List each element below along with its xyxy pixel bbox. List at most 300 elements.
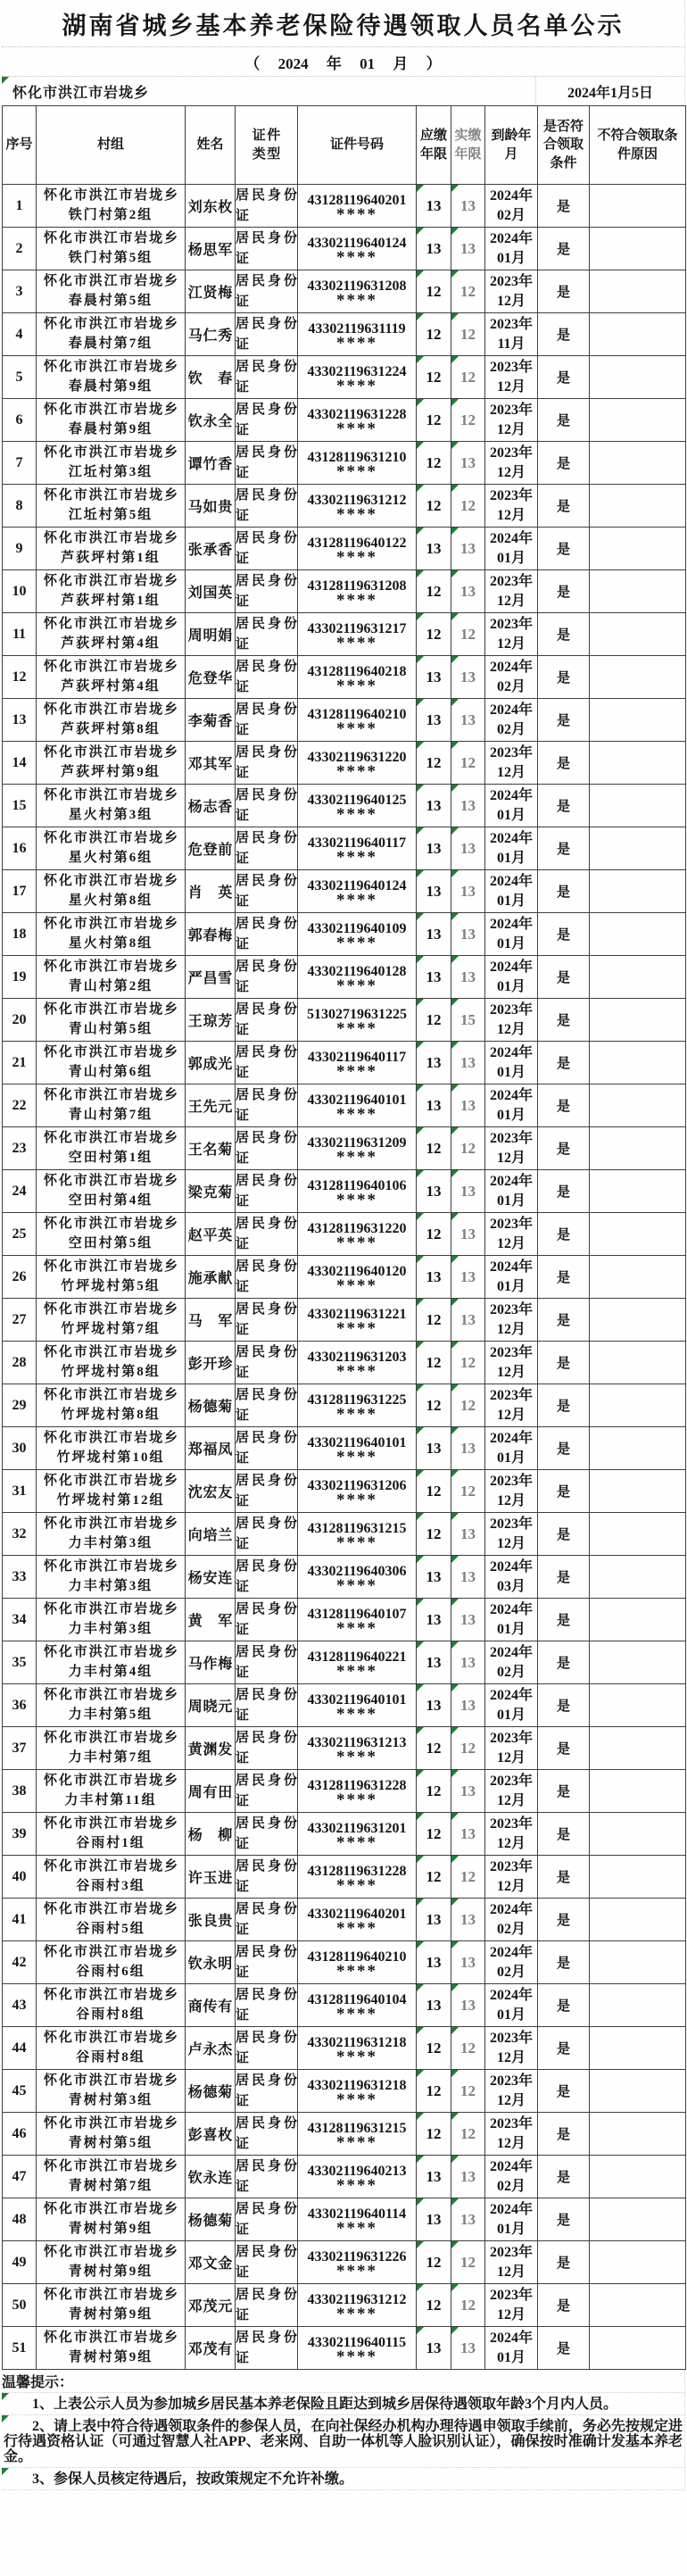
id-digits: 43302119640124 <box>307 235 407 251</box>
reach-year: 2023年 <box>489 1344 533 1360</box>
cell-reach-month <box>485 2198 538 2241</box>
cell-name: 杨志香 <box>186 785 236 827</box>
note-2: 2、请上表中符合待遇领取条件的参保人员，在向社保经办机构办理待遇申领取手续前，务必先按规定进行待遇资格认证（可通过智慧人社APP、老来网、自助一体机等人脸识别认证），确保按时准确计发基本养老金。 <box>2 2415 685 2468</box>
cell-village <box>37 1856 186 1899</box>
cell-eligible: 是 <box>538 656 590 699</box>
cell-cert-type: 居民身份证 <box>236 2027 298 2070</box>
table-row <box>3 656 686 699</box>
id-mask: **** <box>336 1018 377 1038</box>
cell-reason <box>590 356 686 399</box>
cell-name: 杨德菊 <box>186 2198 236 2241</box>
cell-village <box>37 2156 186 2198</box>
reach-year: 2023年 <box>489 2030 533 2046</box>
reach-month: 12月 <box>496 1321 526 1337</box>
village-group: 青树村第9组 <box>68 2349 153 2364</box>
cell-reason <box>590 613 686 656</box>
cell-village <box>37 656 186 699</box>
cell-seq: 34 <box>3 1599 37 1641</box>
reach-year: 2023年 <box>489 1001 533 1018</box>
excel-flag-icon <box>451 827 459 835</box>
cell-seq: 21 <box>3 1042 37 1084</box>
cell-cert-type: 居民身份证 <box>236 1599 298 1641</box>
excel-flag-icon <box>451 528 459 535</box>
cell-reason <box>590 1213 686 1256</box>
cell-reach-month <box>485 270 538 313</box>
village-prefix: 怀化市洪江市岩垅乡 <box>44 1773 178 1788</box>
cell-seq: 30 <box>3 1427 37 1470</box>
cell-village <box>37 2241 186 2284</box>
cell-seq: 37 <box>3 1727 37 1770</box>
cell-name: 张良贵 <box>186 1899 236 1941</box>
reach-year: 2023年 <box>489 573 533 589</box>
id-mask: **** <box>336 2047 377 2066</box>
cell-village <box>37 1984 186 2027</box>
village-group: 星火村第8组 <box>68 893 153 908</box>
cell-id-number <box>298 870 417 913</box>
excel-flag-icon <box>451 2284 459 2291</box>
excel-flag-icon <box>451 270 459 278</box>
cell-seq: 9 <box>3 528 37 570</box>
cell-reach-month <box>485 2156 538 2198</box>
table-row <box>3 399 686 442</box>
table-row <box>3 313 686 356</box>
cell-village <box>37 913 186 956</box>
table-row <box>3 956 686 999</box>
reach-month: 12月 <box>496 1407 526 1423</box>
reach-year: 2023年 <box>489 1301 533 1317</box>
id-mask: **** <box>336 976 377 995</box>
cell-eligible: 是 <box>538 1727 590 1770</box>
reach-month: 12月 <box>496 593 526 609</box>
reach-month: 12月 <box>496 2264 526 2280</box>
reach-month: 12月 <box>496 764 526 780</box>
excel-flag-icon <box>417 699 424 706</box>
cell-eligible: 是 <box>538 1941 590 1984</box>
excel-flag-icon <box>451 656 459 663</box>
village-prefix: 怀化市洪江市岩垅乡 <box>44 873 178 888</box>
village-group: 芦荻坪村第8组 <box>61 721 161 736</box>
village-prefix: 怀化市洪江市岩垅乡 <box>44 1601 178 1616</box>
cell-id-number <box>298 1899 417 1941</box>
village-prefix: 怀化市洪江市岩垅乡 <box>44 1173 178 1188</box>
table-row <box>3 613 686 656</box>
village-group: 芦荻坪村第1组 <box>61 550 161 565</box>
cell-seq: 3 <box>3 270 37 313</box>
cell-village <box>37 827 186 870</box>
cell-reason <box>590 1727 686 1770</box>
cell-cert-type: 居民身份证 <box>236 1384 298 1427</box>
table-row <box>3 356 686 399</box>
id-digits: 43302119631209 <box>307 1134 407 1151</box>
excel-flag-icon <box>451 1299 459 1306</box>
cell-id-number <box>298 827 417 870</box>
cell-name: 周有田 <box>186 1770 236 1813</box>
village-group: 谷雨村6组 <box>76 1964 145 1979</box>
col-header-reason: 不符合领取条件原因 <box>590 106 686 185</box>
village-prefix: 怀化市洪江市岩垅乡 <box>44 2158 178 2173</box>
cell-cert-type: 居民身份证 <box>236 1556 298 1599</box>
cell-id-number <box>298 570 417 613</box>
cell-seq: 31 <box>3 1470 37 1513</box>
cell-name: 向培兰 <box>186 1513 236 1556</box>
reach-month: 12月 <box>496 1835 526 1851</box>
cell-paid-years: 13 <box>451 570 485 613</box>
village-prefix: 怀化市洪江市岩垅乡 <box>44 702 178 717</box>
id-mask: **** <box>336 804 377 824</box>
excel-flag-icon <box>417 2241 424 2248</box>
table-row <box>3 1727 686 1770</box>
cell-due-years: 13 <box>417 699 451 742</box>
village-group: 青树村第9组 <box>68 2221 153 2236</box>
cell-reason <box>590 785 686 827</box>
reach-month: 01月 <box>496 978 526 994</box>
cell-village <box>37 870 186 913</box>
cell-eligible: 是 <box>538 2327 590 2370</box>
id-mask: **** <box>336 2175 377 2195</box>
footer-notes <box>2 2370 685 2490</box>
cell-id-number <box>298 1556 417 1599</box>
cell-due-years: 12 <box>417 570 451 613</box>
table-row <box>3 1513 686 1556</box>
reach-year: 2024年 <box>489 1430 533 1446</box>
reach-year: 2024年 <box>489 1044 533 1060</box>
cell-reason <box>590 2284 686 2327</box>
table-row <box>3 1813 686 1856</box>
village-group: 青树村第3组 <box>68 2092 153 2107</box>
cell-eligible: 是 <box>538 1127 590 1170</box>
cell-eligible: 是 <box>538 2198 590 2241</box>
cell-reach-month <box>485 1513 538 1556</box>
reach-year: 2024年 <box>489 1944 533 1960</box>
table-row <box>3 1127 686 1170</box>
id-digits: 43302119640117 <box>307 1049 407 1065</box>
cell-seq: 41 <box>3 1899 37 1941</box>
cell-reason <box>590 1299 686 1342</box>
cell-reach-month <box>485 827 538 870</box>
cell-name: 刘国英 <box>186 570 236 613</box>
cell-cert-type: 居民身份证 <box>236 1042 298 1084</box>
cell-id-number <box>298 1127 417 1170</box>
reach-month: 02月 <box>496 207 526 223</box>
cell-cert-type: 居民身份证 <box>236 1813 298 1856</box>
village-prefix: 怀化市洪江市岩垅乡 <box>44 959 178 974</box>
cell-reason <box>590 656 686 699</box>
reach-month: 02月 <box>496 1921 526 1937</box>
cell-due-years: 13 <box>417 785 451 827</box>
excel-flag-icon <box>451 742 459 749</box>
cell-reach-month <box>485 1856 538 1899</box>
cell-village <box>37 1641 186 1684</box>
cell-eligible: 是 <box>538 1556 590 1599</box>
reach-year: 2023年 <box>489 1730 533 1746</box>
table-row <box>3 270 686 313</box>
cell-reason <box>590 870 686 913</box>
excel-flag-icon <box>451 1941 459 1949</box>
cell-reach-month <box>485 785 538 827</box>
id-digits: 43302119640109 <box>307 920 407 936</box>
excel-flag-icon <box>417 999 424 1006</box>
cell-id-number <box>298 1042 417 1084</box>
village-prefix: 怀化市洪江市岩垅乡 <box>44 787 178 802</box>
excel-flag-icon <box>417 1256 424 1263</box>
cell-due-years: 13 <box>417 1256 451 1299</box>
cell-cert-type: 居民身份证 <box>236 185 298 228</box>
id-digits: 43302119631221 <box>307 1306 407 1322</box>
reach-month: 02月 <box>496 678 526 694</box>
cell-village <box>37 228 186 270</box>
cell-seq: 33 <box>3 1556 37 1599</box>
table-row <box>3 1470 686 1513</box>
reach-month: 12月 <box>496 421 526 437</box>
id-mask: **** <box>336 2132 377 2152</box>
cell-reason <box>590 827 686 870</box>
reach-year: 2024年 <box>489 1259 533 1275</box>
village-prefix: 怀化市洪江市岩垅乡 <box>44 1816 178 1831</box>
cell-cert-type: 居民身份证 <box>236 356 298 399</box>
cell-reach-month <box>485 313 538 356</box>
excel-flag-icon <box>451 1127 459 1134</box>
excel-flag-icon <box>451 1427 459 1434</box>
cell-reach-month <box>485 1599 538 1641</box>
cell-seq: 24 <box>3 1170 37 1213</box>
cell-due-years: 12 <box>417 356 451 399</box>
reach-year: 2023年 <box>489 359 533 375</box>
village-prefix: 怀化市洪江市岩垅乡 <box>44 2115 178 2131</box>
id-mask: **** <box>336 1747 377 1766</box>
cell-seq: 7 <box>3 442 37 485</box>
cell-village <box>37 1556 186 1599</box>
cell-reason <box>590 1941 686 1984</box>
cell-reason <box>590 742 686 785</box>
cell-seq: 42 <box>3 1941 37 1984</box>
reach-year: 2023年 <box>489 402 533 418</box>
reach-month: 12月 <box>496 1492 526 1508</box>
cell-paid-years: 13 <box>451 1427 485 1470</box>
excel-flag-icon <box>417 956 424 963</box>
cell-reach-month <box>485 1556 538 1599</box>
village-prefix: 怀化市洪江市岩垅乡 <box>44 1687 178 1702</box>
cell-seq: 26 <box>3 1256 37 1299</box>
village-prefix: 怀化市洪江市岩垅乡 <box>44 1087 178 1102</box>
cell-reason <box>590 2070 686 2113</box>
table-row <box>3 442 686 485</box>
cell-eligible: 是 <box>538 1513 590 1556</box>
cell-paid-years: 13 <box>451 1641 485 1684</box>
village-group: 力丰村第3组 <box>68 1578 153 1593</box>
cell-paid-years: 13 <box>451 1299 485 1342</box>
id-digits: 43302119631220 <box>307 749 407 765</box>
cell-reach-month <box>485 1256 538 1299</box>
excel-flag-icon <box>451 1042 459 1049</box>
reach-year: 2024年 <box>489 959 533 975</box>
cell-seq: 47 <box>3 2156 37 2198</box>
excel-flag-icon <box>417 742 424 749</box>
village-prefix: 怀化市洪江市岩垅乡 <box>44 1259 178 1274</box>
cell-reach-month <box>485 1084 538 1127</box>
id-digits: 43302119640101 <box>307 1092 407 1108</box>
id-digits: 43302119640117 <box>307 835 407 851</box>
cell-name: 商传有 <box>186 1984 236 2027</box>
col-header-reach-month: 到龄年月 <box>485 106 538 185</box>
col-header-paid-years: 实缴年限 <box>451 106 485 185</box>
cell-name: 许玉进 <box>186 1856 236 1899</box>
excel-flag-icon <box>451 785 459 792</box>
cell-name: 黄军 <box>186 1599 236 1641</box>
cell-name: 梁克菊 <box>186 1170 236 1213</box>
cell-name: 彭喜枚 <box>186 2113 236 2156</box>
cell-cert-type: 居民身份证 <box>236 2156 298 2198</box>
excel-flag-icon <box>417 1470 424 1477</box>
cell-reason <box>590 2241 686 2284</box>
cell-paid-years: 12 <box>451 485 485 528</box>
cell-name: 危登华 <box>186 656 236 699</box>
cell-reason <box>590 1084 686 1127</box>
id-mask: **** <box>336 461 377 481</box>
village-group: 力丰村第7组 <box>68 1749 153 1765</box>
subheader-row <box>2 77 685 105</box>
cell-reason <box>590 1170 686 1213</box>
reach-year: 2024年 <box>489 1601 533 1617</box>
village-prefix: 怀化市洪江市岩垅乡 <box>44 1387 178 1402</box>
reach-month: 11月 <box>497 336 526 352</box>
cell-eligible: 是 <box>538 1899 590 1941</box>
cell-paid-years: 13 <box>451 827 485 870</box>
cell-eligible: 是 <box>538 442 590 485</box>
village-group: 青树村第9组 <box>68 2306 153 2322</box>
reach-year: 2023年 <box>489 273 533 289</box>
cell-name: 邓其军 <box>186 742 236 785</box>
tips-title: 温馨提示： <box>2 2370 685 2393</box>
village-prefix: 怀化市洪江市岩垅乡 <box>44 744 178 760</box>
cell-reach-month <box>485 442 538 485</box>
cell-eligible: 是 <box>538 2241 590 2284</box>
table-row <box>3 185 686 228</box>
cell-id-number <box>298 1384 417 1427</box>
cell-reach-month <box>485 1984 538 2027</box>
village-group: 星火村第8组 <box>68 935 153 951</box>
id-digits: 43128119640104 <box>307 1991 407 2007</box>
excel-flag-icon <box>451 699 459 706</box>
cell-name: 钦永全 <box>186 399 236 442</box>
cell-eligible: 是 <box>538 2113 590 2156</box>
cell-eligible: 是 <box>538 1170 590 1213</box>
id-digits: 43302119631203 <box>307 1349 407 1365</box>
table-body <box>3 185 686 2370</box>
excel-flag-icon <box>2 2468 9 2475</box>
cell-reach-month <box>485 485 538 528</box>
cell-name: 施承献 <box>186 1256 236 1299</box>
cell-reach-month <box>485 185 538 228</box>
cell-seq: 29 <box>3 1384 37 1427</box>
reach-year: 2024年 <box>489 2330 533 2346</box>
reach-year: 2024年 <box>489 830 533 846</box>
cell-village <box>37 1684 186 1727</box>
cell-id-number <box>298 2241 417 2284</box>
excel-flag-icon <box>451 2070 459 2077</box>
id-mask: **** <box>336 719 377 738</box>
cell-eligible: 是 <box>538 956 590 999</box>
cell-village <box>37 1213 186 1256</box>
cell-eligible: 是 <box>538 699 590 742</box>
cell-reach-month <box>485 1641 538 1684</box>
table-row <box>3 913 686 956</box>
cell-reach-month <box>485 1770 538 1813</box>
reach-month: 12月 <box>496 507 526 523</box>
village-group: 青山村第5组 <box>68 1021 153 1036</box>
reach-year: 2024年 <box>489 1087 533 1103</box>
reach-month: 03月 <box>496 1578 526 1594</box>
reach-month: 12月 <box>496 1150 526 1166</box>
cell-cert-type: 居民身份证 <box>236 570 298 613</box>
cell-eligible: 是 <box>538 1684 590 1727</box>
cell-cert-type: 居民身份证 <box>236 699 298 742</box>
table-row <box>3 1170 686 1213</box>
cell-cert-type: 居民身份证 <box>236 999 298 1042</box>
reach-year: 2023年 <box>489 2115 533 2131</box>
cell-due-years: 12 <box>417 1384 451 1427</box>
reach-year: 2024年 <box>489 873 533 889</box>
cell-paid-years: 13 <box>451 1899 485 1941</box>
cell-reach-month <box>485 613 538 656</box>
cell-cert-type: 居民身份证 <box>236 870 298 913</box>
cell-village <box>37 1042 186 1084</box>
village-prefix: 怀化市洪江市岩垅乡 <box>44 273 178 288</box>
reach-month: 12月 <box>496 2049 526 2065</box>
id-digits: 43128119631228 <box>307 1777 407 1793</box>
cell-village <box>37 313 186 356</box>
cell-cert-type: 居民身份证 <box>236 827 298 870</box>
village-group: 春晨村第5组 <box>68 293 153 308</box>
cell-name: 严昌雪 <box>186 956 236 999</box>
cell-paid-years: 13 <box>451 2327 485 2370</box>
cell-paid-years: 13 <box>451 785 485 827</box>
cell-id-number <box>298 999 417 1042</box>
col-header-village: 村组 <box>37 106 186 185</box>
reach-month: 02月 <box>496 1964 526 1980</box>
excel-flag-icon <box>417 570 424 578</box>
cell-village <box>37 2198 186 2241</box>
id-mask: **** <box>336 676 377 695</box>
cell-reach-month <box>485 1813 538 1856</box>
cell-village <box>37 742 186 785</box>
reach-month: 12月 <box>496 378 526 395</box>
cell-reason <box>590 2113 686 2156</box>
cell-name: 周晓元 <box>186 1684 236 1727</box>
excel-flag-icon <box>417 1941 424 1949</box>
village-prefix: 怀化市洪江市岩垅乡 <box>44 2287 178 2302</box>
table-row <box>3 2027 686 2070</box>
cell-reach-month <box>485 228 538 270</box>
cell-cert-type: 居民身份证 <box>236 1470 298 1513</box>
cell-reach-month <box>485 1342 538 1384</box>
cell-paid-years: 12 <box>451 1384 485 1427</box>
cell-seq: 13 <box>3 699 37 742</box>
cell-reason <box>590 570 686 613</box>
excel-flag-icon <box>451 1727 459 1734</box>
cell-name: 王名菊 <box>186 1127 236 1170</box>
id-mask: **** <box>336 1661 377 1681</box>
cell-reach-month <box>485 2284 538 2327</box>
cell-id-number <box>298 1813 417 1856</box>
village-prefix: 怀化市洪江市岩垅乡 <box>44 316 178 331</box>
cell-village <box>37 699 186 742</box>
id-mask: **** <box>336 1061 377 1081</box>
id-digits: 43128119631210 <box>307 449 407 465</box>
table-row <box>3 699 686 742</box>
id-digits: 43302119631212 <box>307 2291 407 2307</box>
reach-month: 02月 <box>496 2178 526 2194</box>
cell-name: 赵平英 <box>186 1213 236 1256</box>
